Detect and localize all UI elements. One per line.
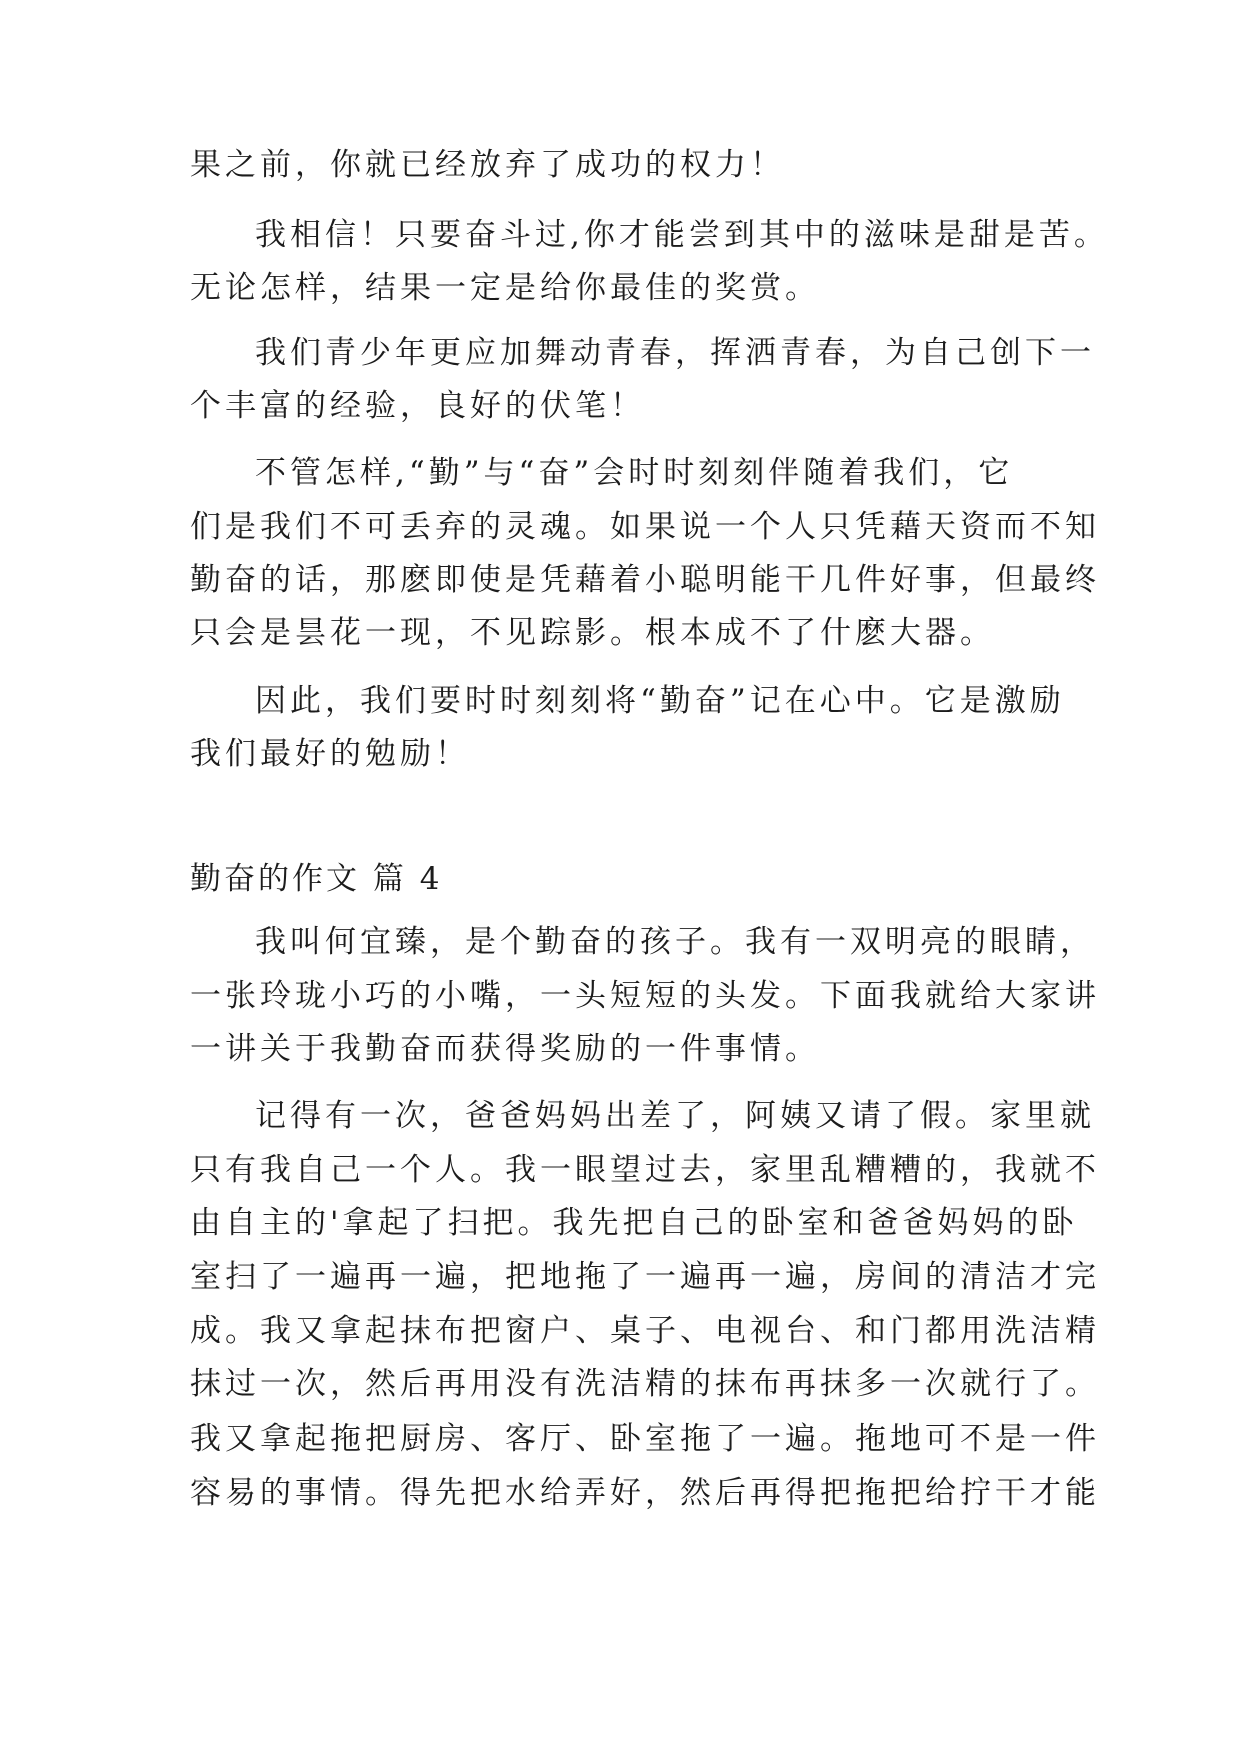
text-line: 无论怎样，结果一定是给你最佳的奖赏。 [190,270,820,306]
paragraph-first-line: 记得有一次，爸爸妈妈出差了，阿姨又请了假。家里就 [255,1098,1095,1134]
text-line: 只有我自己一个人。我一眼望过去，家里乱糟糟的，我就不 [190,1152,1100,1188]
paragraph-first-line: 我叫何宜臻，是个勤奋的孩子。我有一双明亮的眼睛， [255,924,1095,960]
text-line: 一张玲珑小巧的小嘴，一头短短的头发。下面我就给大家讲 [190,978,1100,1014]
text-line: 们是我们不可丢弃的灵魂。如果说一个人只凭藉天资而不知 [190,509,1100,545]
text-line: 勤奋的话，那麽即使是凭藉着小聪明能干几件好事，但最终 [190,562,1100,598]
text-line: 一讲关于我勤奋而获得奖励的一件事情。 [190,1031,820,1067]
paragraph-first-line: 我相信！只要奋斗过,你才能尝到其中的滋味是甜是苦。 [255,217,1109,253]
text-line: 我又拿起拖把厨房、客厅、卧室拖了一遍。拖地可不是一件 [190,1421,1100,1457]
text-line: 成。我又拿起抹布把窗户、桌子、电视台、和门都用洗洁精 [190,1313,1100,1349]
paragraph-first-line: 我们青少年更应加舞动青春，挥洒青春，为自己创下一 [255,335,1095,371]
text-line: 室扫了一遍再一遍，把地拖了一遍再一遍，房间的清洁才完 [190,1259,1100,1295]
paragraph-first-line: 因此，我们要时时刻刻将“勤奋”记在心中。它是激励 [255,683,1065,719]
text-line: 只会是昙花一现，不见踪影。根本成不了什麽大器。 [190,615,995,651]
paragraph-first-line: 不管怎样,“勤”与“奋”会时时刻刻伴随着我们，它 [255,455,1014,491]
section-title: 勤奋的作文 篇 4 [190,861,443,897]
text-line: 抹过一次，然后再用没有洗洁精的抹布再抹多一次就行了。 [190,1366,1100,1402]
text-line: 果之前，你就已经放弃了成功的权力！ [190,147,785,183]
text-line: 容易的事情。得先把水给弄好，然后再得把拖把给拧干才能 [190,1475,1100,1511]
text-line: 个丰富的经验，良好的伏笔！ [190,388,645,424]
text-line: 由自主的'拿起了扫把。我先把自己的卧室和爸爸妈妈的卧 [190,1205,1078,1241]
text-line: 我们最好的勉励！ [190,736,470,772]
